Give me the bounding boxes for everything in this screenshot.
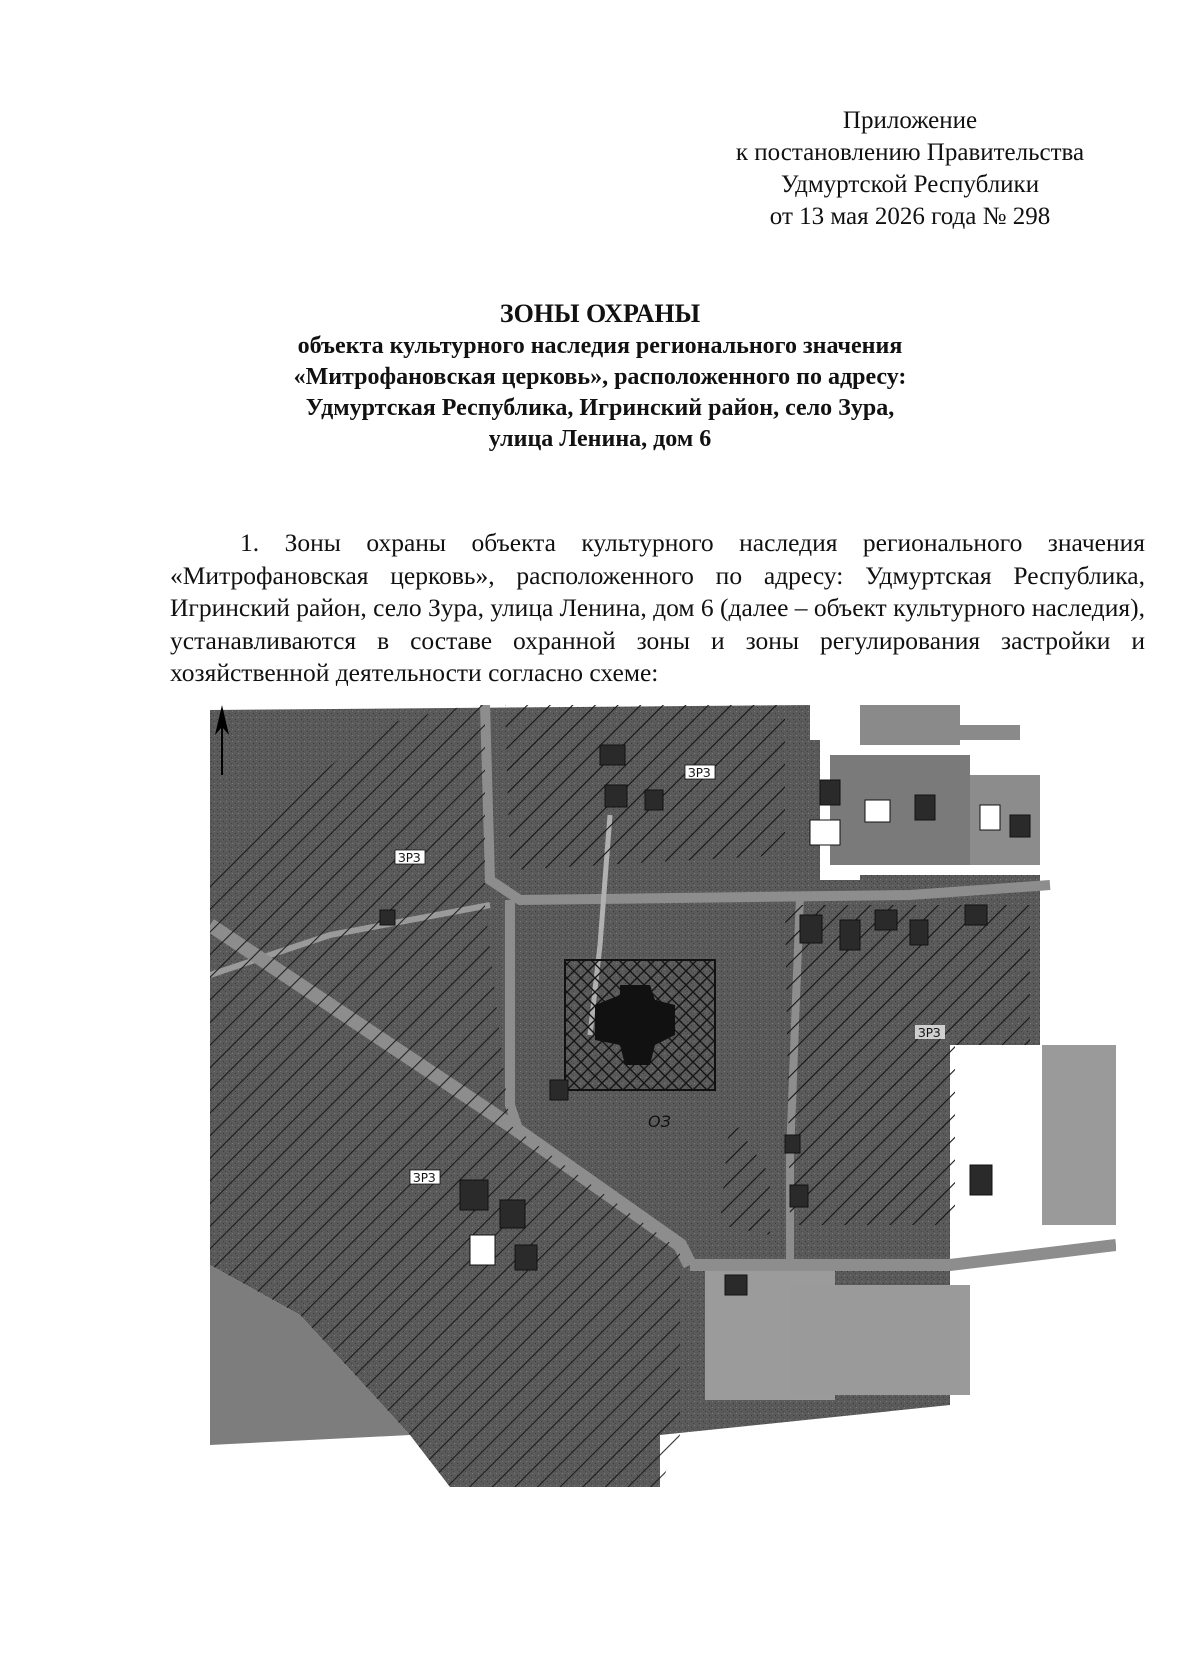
title-line-5: улица Ленина, дом 6 <box>488 426 712 452</box>
zone-label-zrz-top: ЗРЗ <box>688 766 711 780</box>
protection-zones-scheme <box>210 705 1116 1487</box>
title-line-3: «Митрофановская церковь», расположенного по адресу: <box>293 364 907 390</box>
appendix-date-number: от 13 мая 2026 года № 298 <box>769 203 1051 230</box>
title-line-4: Удмуртская Республика, Игринский район, село Зура, <box>305 395 895 421</box>
title-main: ЗОНЫ ОХРАНЫ <box>499 299 701 328</box>
protection-zone <box>565 960 715 1090</box>
appendix-block <box>700 105 1120 233</box>
zone-label-oz: ОЗ <box>648 1112 671 1131</box>
document-title <box>150 297 1050 455</box>
title-line-2: объекта культурного наследия регионального значения <box>297 333 903 359</box>
paragraph-1: 1. Зоны охраны объекта культурного наследия регионального значения «Митрофановская церковь», расположенного по адресу: Удмуртская Республика, Игринский район, село Зура, улица Ленина, дом 6 (далее – объект культурного наследия), устанавливаются в составе охранной зоны и зоны регулирования застройки и хозяйственной деятельности согласно схеме: <box>170 528 1145 687</box>
appendix-title: Приложение <box>842 107 978 134</box>
appendix-republic: Удмуртской Республики <box>780 171 1040 198</box>
zone-label-zrz-right: ЗРЗ <box>918 1026 941 1040</box>
appendix-resolution: к постановлению Правительства <box>735 139 1085 166</box>
zone-label-zrz-left: ЗРЗ <box>398 851 421 865</box>
zone-label-zrz-bottom: ЗРЗ <box>413 1171 436 1185</box>
